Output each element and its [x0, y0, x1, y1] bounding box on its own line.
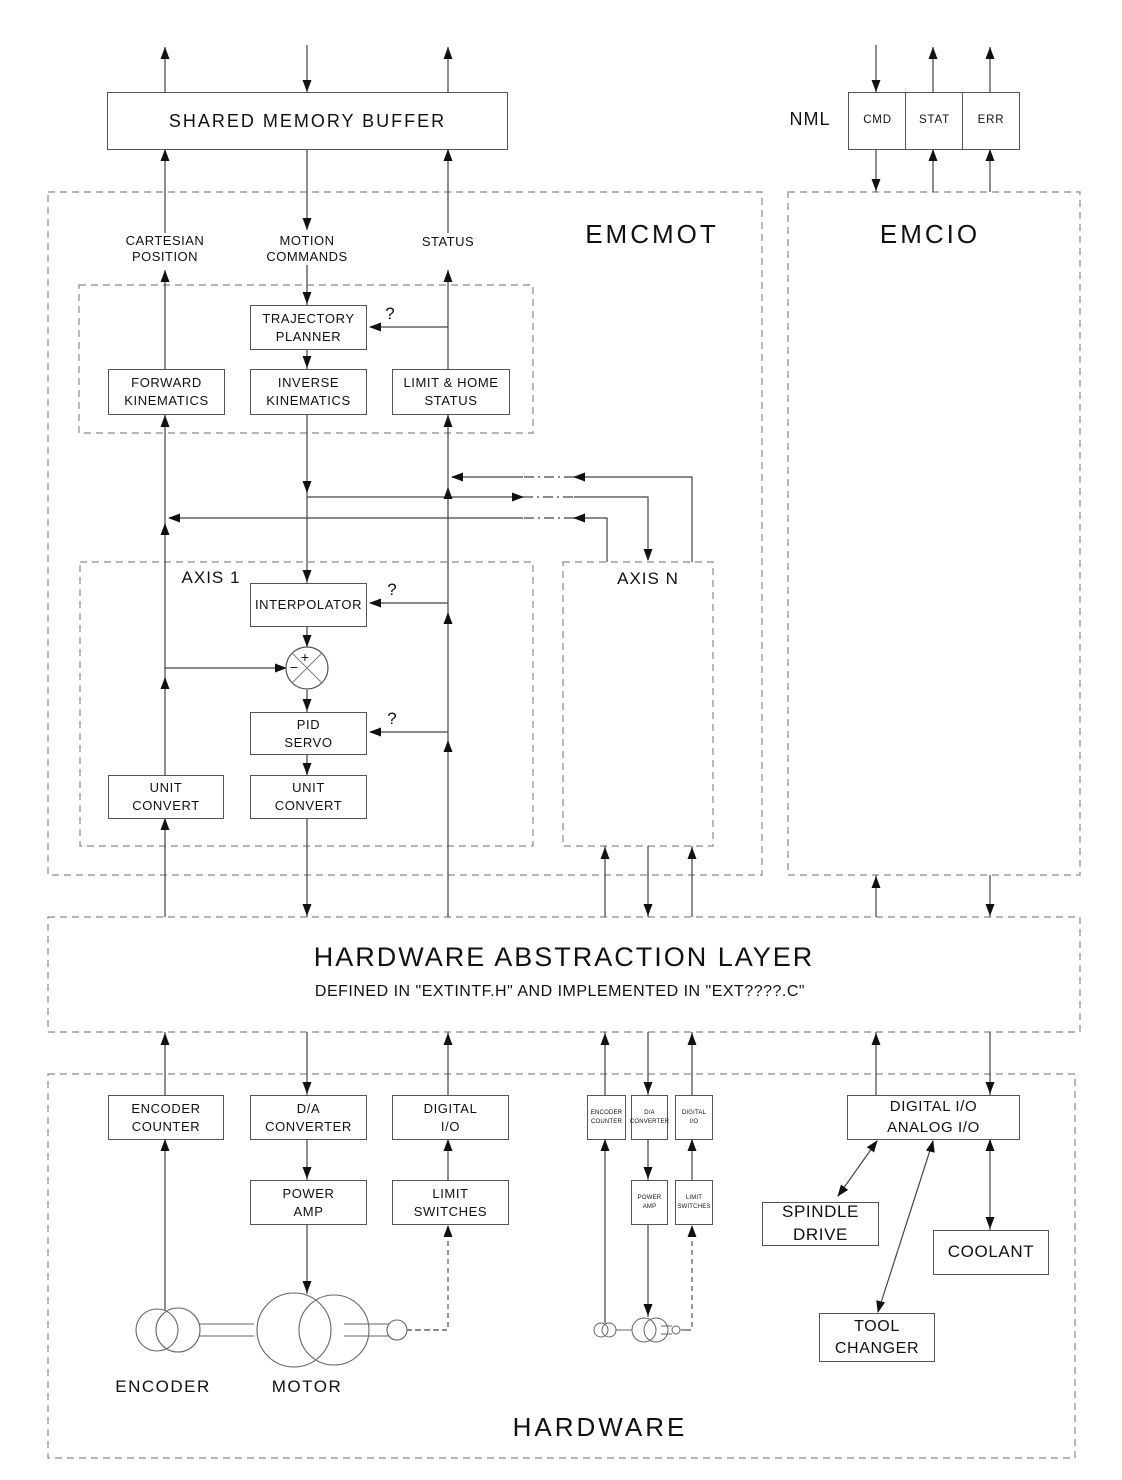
nml-err-label: ERR	[977, 114, 1005, 127]
motor-encoder-graphic	[136, 1293, 407, 1367]
wires-dashed	[407, 1232, 692, 1330]
limit-home-status-box: LIMIT & HOME STATUS	[392, 369, 510, 415]
summing-minus-sign: −	[289, 659, 299, 675]
nml-stat-label: STAT	[919, 114, 950, 127]
motion-commands-label: MOTION COMMANDS	[266, 233, 348, 265]
bus-position-from-axisn	[574, 518, 607, 562]
hardware-title: HARDWARE	[512, 1412, 688, 1442]
trajectory-planner-box: TRAJECTORY PLANNER	[250, 305, 367, 350]
motor-encoder-graphic-small	[594, 1318, 680, 1342]
emcio-border	[788, 192, 1080, 875]
tool-link	[878, 1141, 933, 1312]
digital-io-box: DIGITAL I/O	[392, 1095, 509, 1140]
motor-shaft-end	[387, 1320, 407, 1340]
bus-status-from-axisn	[574, 477, 692, 562]
motor-body	[257, 1293, 331, 1367]
digital-analog-io-box: DIGITAL I/O ANALOG I/O	[847, 1095, 1020, 1140]
axisn-label: AXIS N	[617, 569, 679, 588]
cartesian-position-label: CARTESIAN POSITION	[125, 233, 205, 265]
spindle-drive-box: SPINDLE DRIVE	[762, 1202, 879, 1246]
question-mark-interpolator: ?	[387, 580, 397, 599]
shared-memory-buffer-box	[107, 92, 508, 150]
nml-cmd-box	[848, 92, 907, 150]
inverse-kinematics-box: INVERSE KINEMATICS	[250, 369, 367, 415]
status-label: STATUS	[421, 234, 475, 249]
shared-memory-buffer-label: SHARED MEMORY BUFFER	[168, 110, 447, 131]
digital-io-box-small: DIGITAL I/O	[675, 1095, 713, 1140]
power-amp-box-small: POWER AMP	[631, 1180, 668, 1225]
pid-servo-box: PID SERVO	[250, 712, 367, 755]
encoder-counter-box-small: ENCODER COUNTER	[587, 1095, 626, 1140]
encoder-counter-box: ENCODER COUNTER	[108, 1095, 224, 1140]
question-mark-pid: ?	[387, 709, 397, 728]
nml-cmd-label: CMD	[863, 114, 892, 127]
interpolator-box: INTERPOLATOR	[250, 583, 367, 627]
forward-kinematics-box: FORWARD KINEMATICS	[108, 369, 225, 415]
nml-label: NML	[789, 109, 831, 129]
encoder-body	[136, 1309, 178, 1351]
coolant-box: COOLANT	[933, 1230, 1049, 1275]
tool-changer-box: TOOL CHANGER	[819, 1313, 935, 1362]
da-converter-box-small: D/A CONVERTER	[631, 1095, 668, 1140]
limit-switches-box: LIMIT SWITCHES	[392, 1180, 509, 1225]
axis1-label: AXIS 1	[181, 568, 241, 587]
limit-switches-box-small: LIMIT SWITCHES	[675, 1180, 713, 1225]
unit-convert-position-box: UNIT CONVERT	[108, 775, 224, 819]
unit-convert-output-box: UNIT CONVERT	[250, 775, 367, 819]
nml-err-box	[962, 92, 1020, 150]
emcmot-title: EMCMOT	[585, 219, 719, 249]
motor-label: MOTOR	[271, 1377, 343, 1396]
hal-subtitle: DEFINED IN "EXTINTF.H" AND IMPLEMENTED IN "EXT????.C"	[314, 983, 806, 1000]
hal-title: HARDWARE ABSTRACTION LAYER	[313, 942, 815, 972]
power-amp-box: POWER AMP	[250, 1180, 367, 1225]
emcmot-border	[48, 192, 762, 875]
summing-plus-sign: +	[300, 649, 310, 665]
spindle-link	[838, 1141, 877, 1196]
question-mark-trajectory: ?	[385, 304, 395, 323]
hal-border	[48, 917, 1080, 1032]
da-converter-box: D/A CONVERTER	[250, 1095, 367, 1140]
axisn-border	[563, 562, 713, 846]
emcio-title: EMCIO	[879, 219, 981, 249]
wires-dashdot	[523, 477, 574, 518]
nml-stat-box	[905, 92, 964, 150]
encoder-label: ENCODER	[115, 1377, 211, 1396]
